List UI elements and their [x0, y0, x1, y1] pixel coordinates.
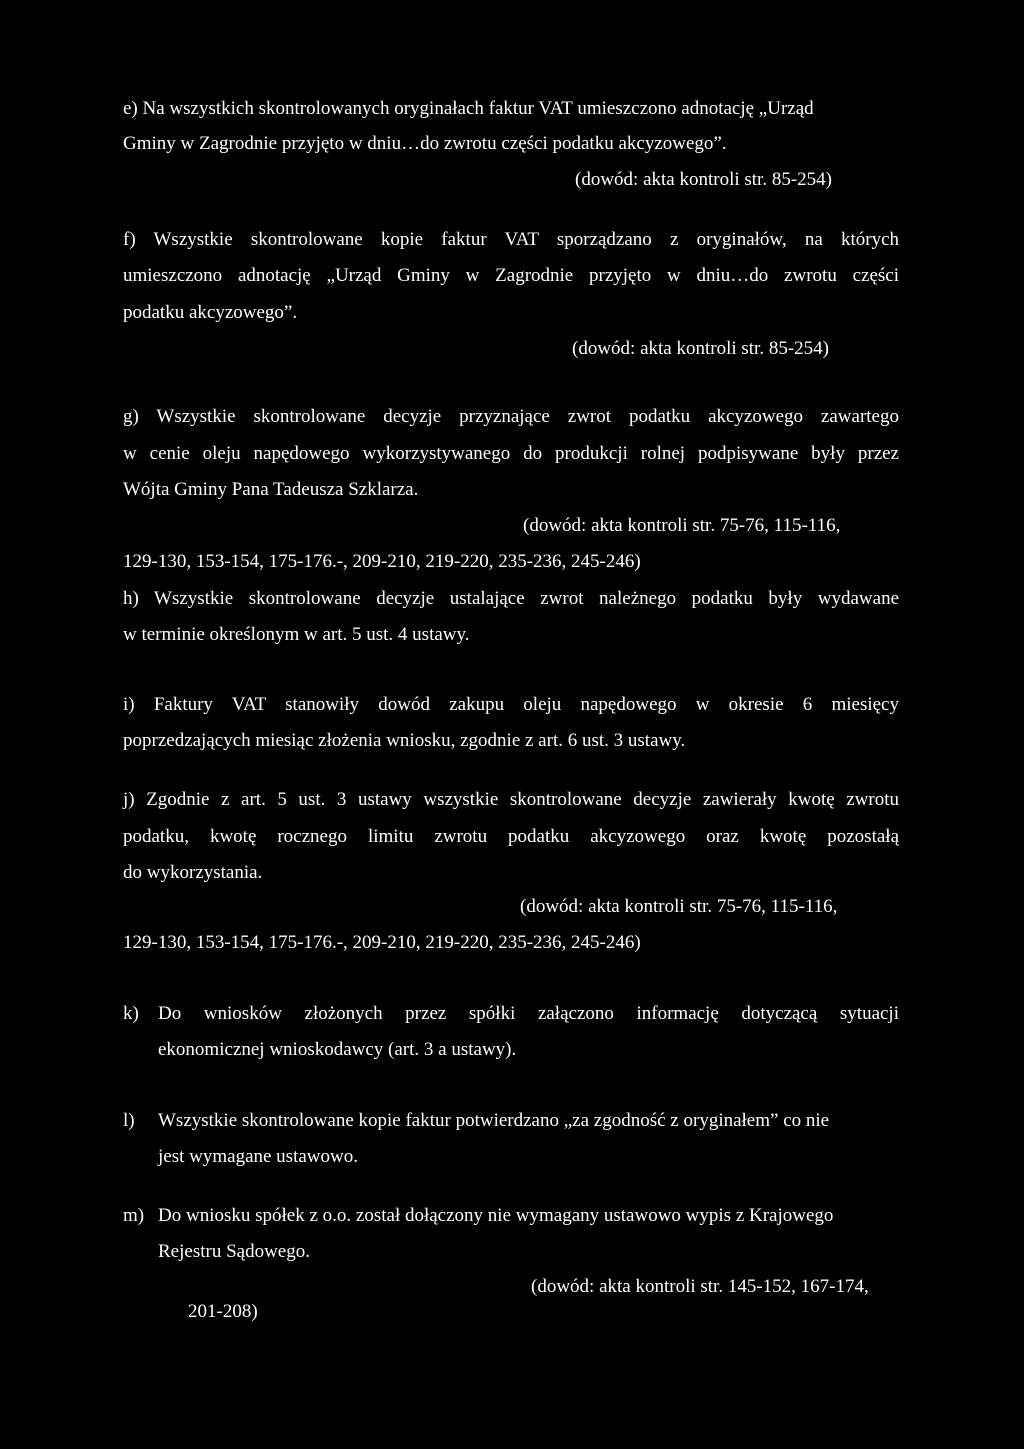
item-e-line-2: Gminy w Zagrodnie przyjęto w dniu…do zwrotu części podatku akcyzowego”. — [123, 133, 727, 154]
item-j-evidence-1: (dowód: akta kontroli str. 75-76, 115-116, — [520, 896, 838, 917]
item-g-line-2: w cenie oleju napędowego wykorzystywanego do produkcji rolnej podpisywane były przez — [123, 443, 899, 464]
item-m-line-1: Do wniosku spółek z o.o. został dołączony nie wymagany ustawowo wypis z Krajowego — [158, 1205, 834, 1226]
item-l-label: l) — [123, 1110, 135, 1131]
item-m-label: m) — [123, 1205, 145, 1226]
item-f-evidence: (dowód: akta kontroli str. 85-254) — [572, 338, 829, 359]
item-f-line-1: f) Wszystkie skontrolowane kopie faktur VAT sporządzano z oryginałów, na których — [123, 229, 899, 250]
item-e-line-1: e) Na wszystkich skontrolowanych oryginałach faktur VAT umieszczono adnotację „Urząd — [123, 98, 814, 119]
item-m-line-2: Rejestru Sądowego. — [158, 1241, 310, 1262]
item-g-evidence-1: (dowód: akta kontroli str. 75-76, 115-116, — [523, 515, 841, 536]
item-k-line-1: Do wniosków złożonych przez spółki załączono informację dotyczącą sytuacji — [158, 1003, 899, 1024]
item-h-line-2: w terminie określonym w art. 5 ust. 4 ustawy. — [123, 624, 470, 645]
item-j-line-3: do wykorzystania. — [123, 862, 263, 883]
item-m-evidence-1: (dowód: akta kontroli str. 145-152, 167-174, — [531, 1276, 869, 1297]
item-h-line-1: h) Wszystkie skontrolowane decyzje ustalające zwrot należnego podatku były wydawane — [123, 588, 899, 609]
item-j-line-1: j) Zgodnie z art. 5 ust. 3 ustawy wszystkie skontrolowane decyzje zawierały kwotę zwrotu — [123, 789, 899, 810]
item-g-line-3: Wójta Gminy Pana Tadeusza Szklarza. — [123, 479, 419, 500]
item-f-line-3: podatku akcyzowego”. — [123, 302, 298, 323]
item-i-line-2: poprzedzających miesiąc złożenia wniosku, zgodnie z art. 6 ust. 3 ustawy. — [123, 730, 686, 751]
item-j-evidence-2: 129-130, 153-154, 175-176.-, 209-210, 219-220, 235-236, 245-246) — [123, 932, 641, 953]
item-k-line-2: ekonomicznej wnioskodawcy (art. 3 a ustawy). — [158, 1039, 517, 1060]
item-j-line-2: podatku, kwotę rocznego limitu zwrotu podatku akcyzowego oraz kwotę pozostałą — [123, 826, 899, 847]
item-k-label: k) — [123, 1003, 139, 1024]
item-e-evidence: (dowód: akta kontroli str. 85-254) — [575, 169, 832, 190]
item-m-evidence-2: 201-208) — [188, 1301, 258, 1322]
item-f-line-2: umieszczono adnotację „Urząd Gminy w Zagrodnie przyjęto w dniu…do zwrotu części — [123, 265, 899, 286]
item-g-evidence-2: 129-130, 153-154, 175-176.-, 209-210, 219-220, 235-236, 245-246) — [123, 551, 641, 572]
item-l-line-1: Wszystkie skontrolowane kopie faktur potwierdzano „za zgodność z oryginałem” co nie — [158, 1110, 830, 1131]
item-i-line-1: i) Faktury VAT stanowiły dowód zakupu oleju napędowego w okresie 6 miesięcy — [123, 694, 899, 715]
item-g-line-1: g) Wszystkie skontrolowane decyzje przyznające zwrot podatku akcyzowego zawartego — [123, 406, 899, 427]
item-l-line-2: jest wymagane ustawowo. — [158, 1146, 358, 1167]
